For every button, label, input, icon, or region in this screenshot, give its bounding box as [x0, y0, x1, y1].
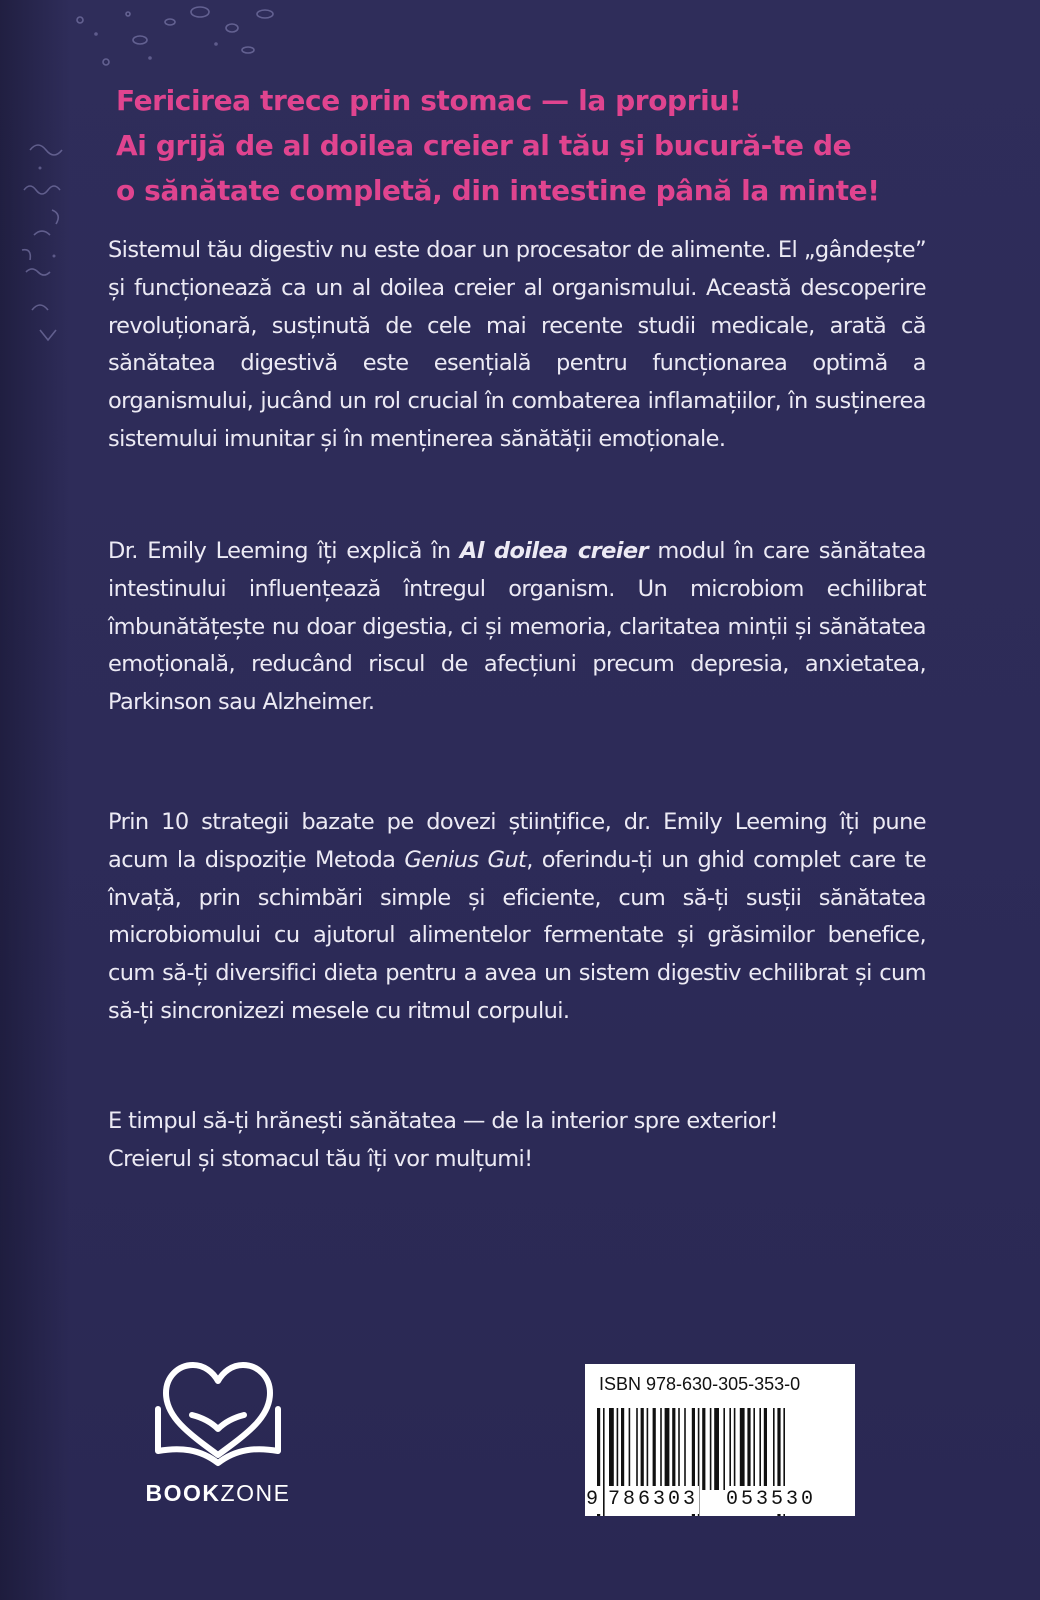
book-title-mention: Al doilea creier [459, 538, 649, 564]
paragraph-method-lead: Prin 10 strategii bazate pe dovezi științifice, dr. Emily Leeming îți pune acum la dispoziție Metoda [108, 809, 926, 873]
tagline-line-3: o sănătate completă, din intestine până la minte! [116, 174, 880, 207]
barcode-digits-right: 053530 [725, 1486, 817, 1514]
tagline-heading [116, 78, 936, 213]
method-name: Genius Gut [404, 846, 527, 873]
paragraph-author-rest: modul în care sănătatea intestinului influențează întregul organism. Un microbiom echilibrat îmbunătățește nu doar digestia, ci și memoria, claritatea minții și sănătatea emoțională, reducând riscul de afecțiuni precum depresia, anxietatea, Parkinson sau Alzheimer. [108, 538, 926, 716]
tagline-line-2: Ai grijă de al doilea creier al tău și bucură-te de [116, 129, 852, 162]
isbn-barcode [585, 1364, 855, 1516]
publisher-logo [128, 1355, 308, 1506]
paragraph-author-lead: Dr. Emily Leeming îți explică în [108, 538, 460, 564]
paragraph-intro: Sistemul tău digestiv nu este doar un procesator de alimente. El „gândește” și funcționează ca un al doilea creier al organismului. Această descoperire revoluționară, susținută de cele mai recente studii medicale, arată că sănătatea digestivă este esențială pentru funcționarea optimă a organismului, jucând un rol crucial în combaterea inflamațiilor, în susținerea sistemului imunitar și în menținerea sănătății emoționale. [108, 237, 926, 452]
paragraph-method [108, 804, 926, 1031]
closing-line-2: Creierul și stomacul tău îți vor mulțumi! [108, 1145, 533, 1172]
tagline-line-1: Fericirea trece prin stomac — la propriu! [116, 84, 742, 117]
heart-book-icon [128, 1355, 308, 1475]
barcode-digits [585, 1486, 855, 1516]
paragraph-method-rest: , oferindu-ți un ghid complet care te învață, prin schimbări simple și eficiente, cum să-ți susții sănătatea microbiomului cu ajutorul alimentelor fermentate și grăsimilor benefice, cum să-ți diversifici dieta pentru a avea un sistem digestiv echilibrat și cum să-ți sincronizezi mesele cu ritmul corpului. [108, 846, 926, 1024]
barcode-digits-left: 786303 [607, 1486, 699, 1514]
isbn-number: ISBN 978-630-305-353-0 [599, 1374, 801, 1394]
publisher-name: BOOKZONE [145, 1480, 291, 1506]
closing-line-1: E timpul să-ți hrănești sănătatea — de la interior spre exterior! [108, 1108, 778, 1134]
barcode-digit-first: 9 [585, 1486, 602, 1514]
paragraph-author [108, 533, 926, 722]
paragraph-closing [108, 1103, 926, 1179]
